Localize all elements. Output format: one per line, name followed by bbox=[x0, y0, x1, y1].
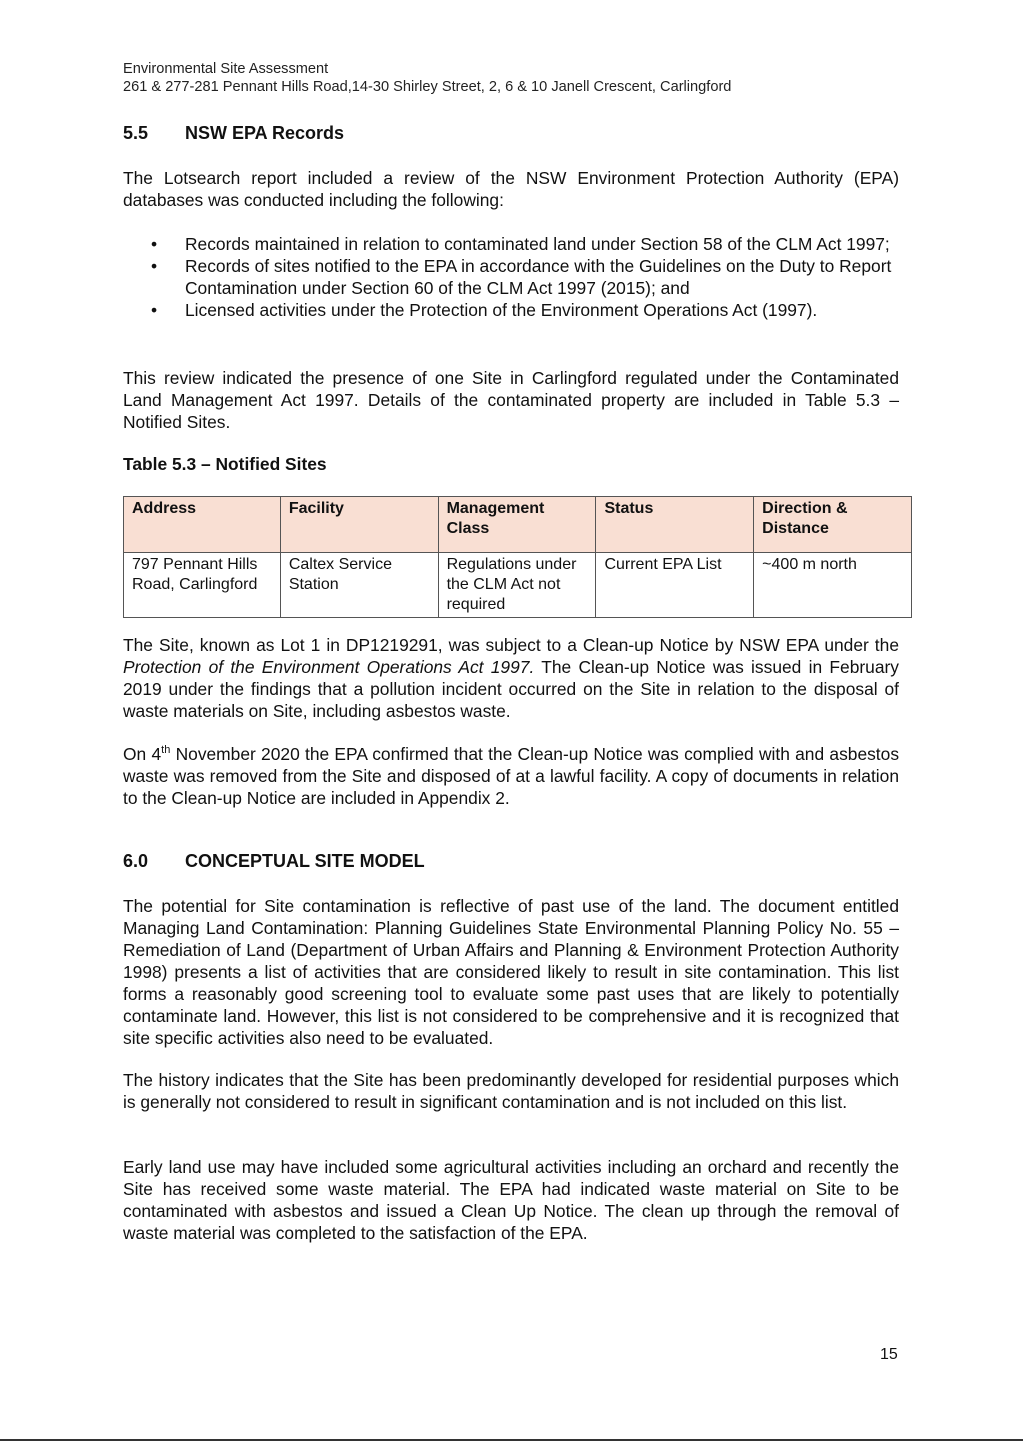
header-title: Environmental Site Assessment bbox=[123, 61, 329, 77]
page-header bbox=[123, 60, 731, 96]
column-header: Facility bbox=[280, 497, 438, 553]
section-title: CONCEPTUAL SITE MODEL bbox=[185, 851, 425, 871]
list-item: • Licensed activities under the Protection of the Environment Operations Act (1997). bbox=[151, 300, 818, 320]
table-cell: Current EPA List bbox=[596, 553, 754, 618]
section-title: NSW EPA Records bbox=[185, 123, 345, 143]
column-header: Direction & Distance bbox=[754, 497, 912, 553]
section-5-5-heading bbox=[123, 123, 344, 144]
table-row bbox=[124, 553, 912, 618]
list-item: • Records maintained in relation to contaminated land under Section 58 of the CLM Act 1997; bbox=[151, 234, 890, 254]
page-bottom-rule bbox=[0, 1439, 1023, 1441]
epa-intro-paragraph: The Lotsearch report included a review of the NSW Environment Protection Authority (EPA) databases was conducted including the following: bbox=[123, 168, 899, 210]
column-header: Status bbox=[596, 497, 754, 553]
bullet-icon: • bbox=[151, 234, 158, 254]
column-header: Address bbox=[124, 497, 281, 553]
list-item: • Records of sites notified to the EPA in accordance with the Guidelines on the Duty to Report Contamination under Section 60 of the CLM Act 1997 (2015); and bbox=[151, 256, 892, 298]
clean-up-notice-paragraph: The Site, known as Lot 1 in DP1219291, was subject to a Clean-up Notice by NSW EPA under the Protection of the Environment Operations Act 1997. The Clean-up Notice was issued in February 2019 under the findings that a pollution incident occurred on the Site in relation to the disposal of waste materials on Site, including asbestos waste. bbox=[123, 635, 899, 721]
table-caption: Table 5.3 – Notified Sites bbox=[123, 454, 327, 474]
review-paragraph: This review indicated the presence of one Site in Carlingford regulated under the Contaminated Land Management Act 1997. Details of the contaminated property are included in Table 5.3 – Notified Sites. bbox=[123, 368, 899, 432]
notified-sites-table bbox=[123, 496, 912, 618]
csm-paragraph-2: The history indicates that the Site has been predominantly developed for residential purposes which is generally not considered to result in significant contamination and is not included on this list. bbox=[123, 1070, 899, 1112]
bullet-icon: • bbox=[151, 300, 158, 320]
compliance-paragraph: On 4th November 2020 the EPA confirmed that the Clean-up Notice was complied with and asbestos waste was removed from the Site and disposed of at a lawful facility. A copy of documents in relation to the Clean-up Notice are included in Appendix 2. bbox=[123, 744, 900, 808]
section-number: 6.0 bbox=[123, 851, 149, 871]
csm-paragraph-1: The potential for Site contamination is reflective of past use of the land. The document entitled Managing Land Contamination: Planning Guidelines State Environmental Planning Policy No. 55 – Remediation of Land (Department of Urban Affairs and Planning & Environment Protection Authority 1998) presents a list of activities that are considered likely to result in site contamination. This list forms a reasonably good screening tool to evaluate some past uses that are likely to potentially contaminate land. However, this list is not considered to be comprehensive and it is recognized that site specific activities also need to be evaluated. bbox=[123, 896, 899, 1048]
section-number: 5.5 bbox=[123, 123, 149, 143]
table-cell: 797 Pennant Hills Road, Carlingford bbox=[124, 553, 281, 618]
act-title: Protection of the Environment Operations Act 1997. bbox=[123, 657, 535, 677]
page-number: 15 bbox=[880, 1346, 898, 1363]
column-header: Management Class bbox=[438, 497, 596, 553]
csm-paragraph-3: Early land use may have included some agricultural activities including an orchard and recently the Site has received some waste material. The EPA had indicated waste material on Site to be contaminated with asbestos and issued a Clean Up Notice. The clean up through the removal of waste material was completed to the satisfaction of the EPA. bbox=[123, 1157, 899, 1243]
section-6-0-heading bbox=[123, 851, 425, 872]
bullet-icon: • bbox=[151, 256, 158, 276]
header-address: 261 & 277-281 Pennant Hills Road,14-30 Shirley Street, 2, 6 & 10 Janell Crescent, Carlingford bbox=[123, 79, 732, 95]
table-cell: ~400 m north bbox=[754, 553, 912, 618]
table-cell: Caltex Service Station bbox=[280, 553, 438, 618]
table-cell: Regulations under the CLM Act not required bbox=[438, 553, 596, 618]
table-header-row bbox=[124, 497, 912, 553]
epa-database-list bbox=[123, 233, 899, 321]
